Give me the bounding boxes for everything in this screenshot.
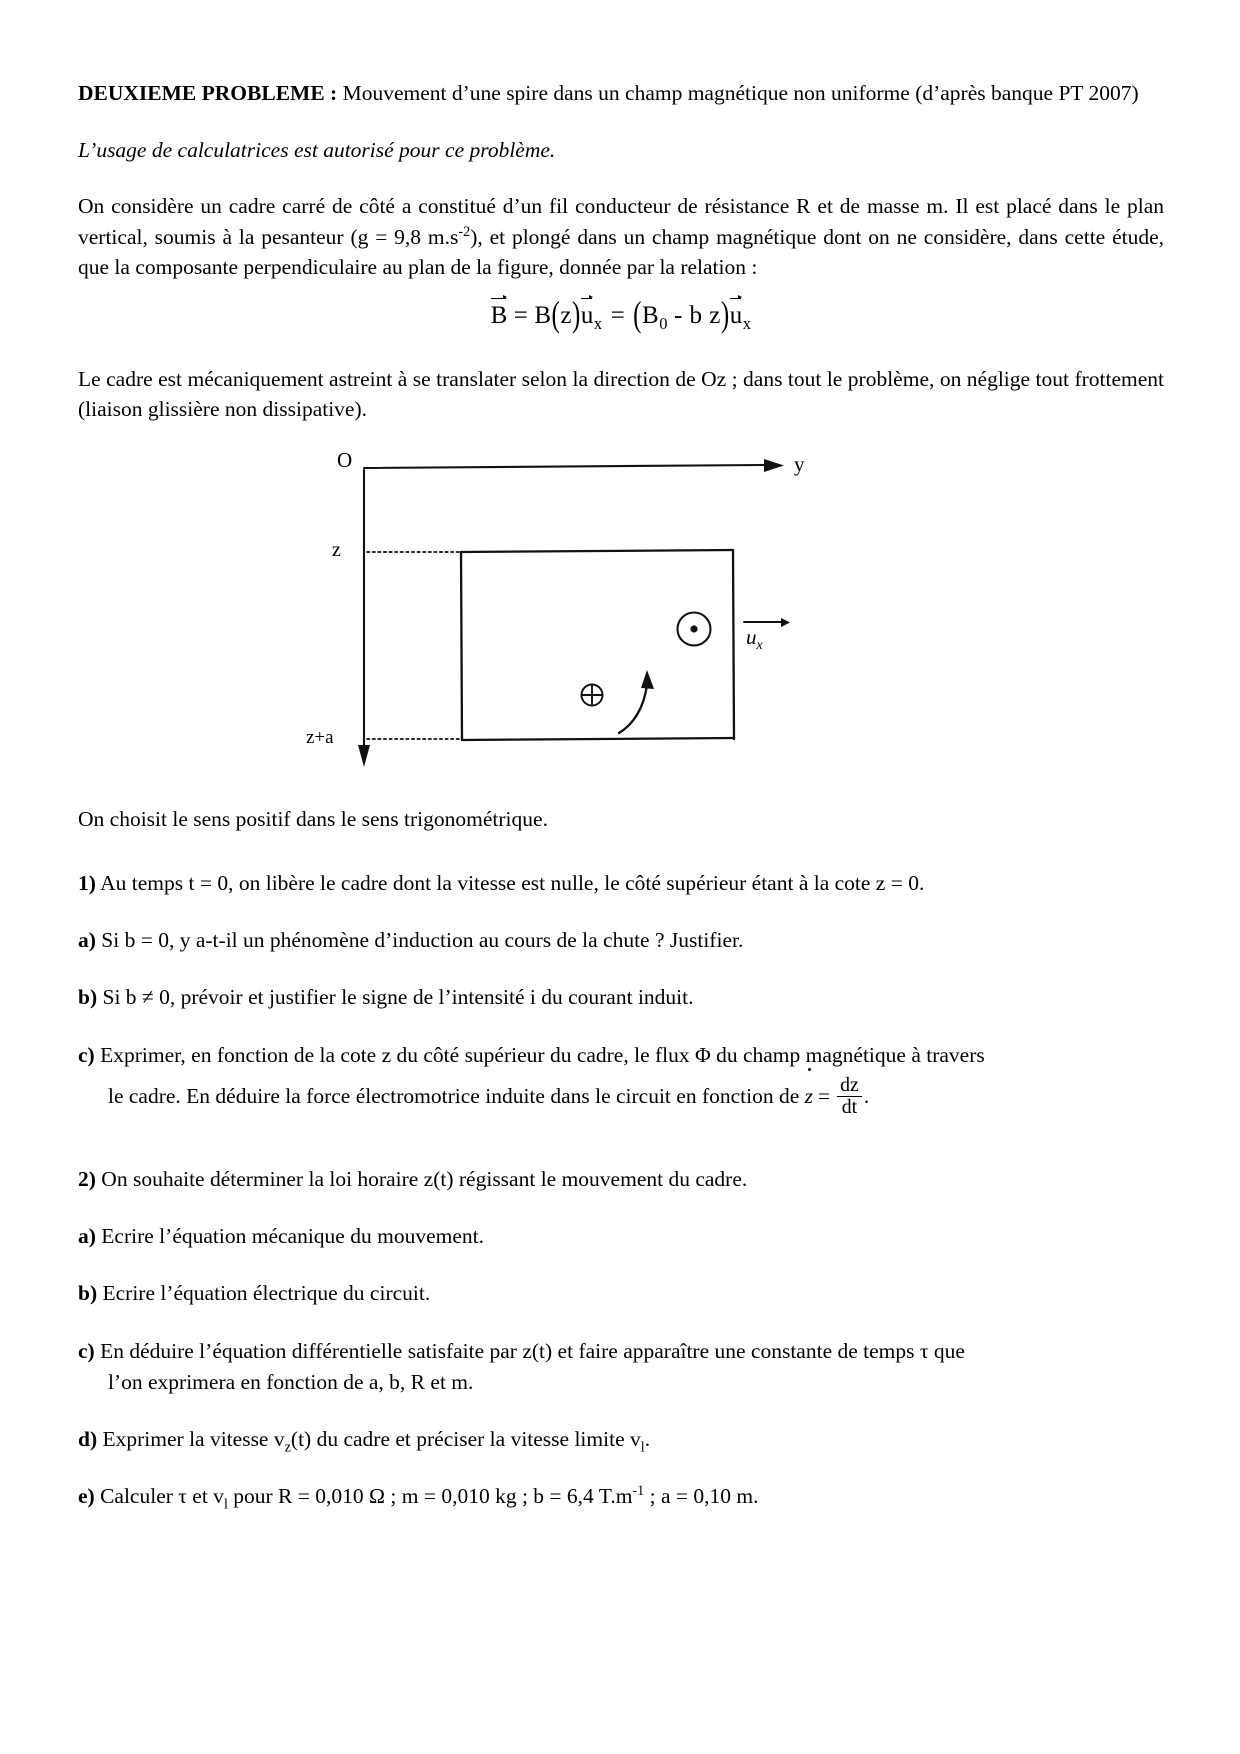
z-dot-symbol: z — [805, 1075, 813, 1118]
question-1 — [78, 868, 1164, 899]
question-1a-label: a) — [78, 928, 96, 953]
orientation-arrowhead — [641, 670, 654, 689]
figure-diagram — [78, 442, 1164, 787]
formula-expression — [490, 295, 752, 335]
question-2a-label: a) — [78, 1224, 96, 1249]
question-2d-label: d) — [78, 1426, 98, 1451]
loop-top-side — [461, 550, 733, 552]
ux-label-arrowhead — [781, 618, 790, 627]
intro-part2: ), et plongé dans un champ magnétique dont on ne considère, dans cette étude, que la composante perpendiculaire au plan de la figure, donnée par la relation : — [78, 224, 1165, 280]
axis-y-line — [364, 465, 764, 468]
question-1c-line1: Exprimer, en fonction de la cote z du côté supérieur du cadre, le flux Φ du champ magnétique à travers — [94, 1042, 985, 1067]
question-1c-continuation — [78, 1075, 1164, 1120]
loop-left-side — [461, 552, 462, 740]
question-1c-label: c) — [78, 1042, 95, 1067]
formula-paren-open-1: ( — [551, 295, 561, 335]
formula-equals-1: = — [513, 301, 529, 329]
axis-z-arrowhead — [358, 745, 370, 767]
problem-title: Mouvement d’une spire dans un champ magnétique non uniforme (d’après banque PT 2007) — [337, 81, 1139, 105]
gravity-exponent: -2 — [458, 223, 471, 240]
loop-bottom-side — [462, 738, 734, 740]
fraction-denominator: dt — [837, 1096, 862, 1119]
question-1b-text: Si b ≠ 0, prévoir et justifier le signe de l’intensité i du courant induit. — [97, 985, 694, 1010]
question-2c-line1: En déduire l’équation différentielle satisfaite par z(t) et faire apparaître une constante de temps τ que — [94, 1338, 965, 1363]
question-1a-text: Si b = 0, y a-t-il un phénomène d’induction au cours de la chute ? Justifier. — [95, 928, 744, 953]
question-2c-label: c) — [78, 1338, 95, 1363]
loop-right-side — [733, 550, 734, 739]
question-2d-after: . — [644, 1426, 651, 1451]
problem-label: DEUXIEME PROBLEME : — [78, 81, 338, 105]
document-content — [78, 78, 1164, 1512]
derivative-fraction — [837, 1075, 862, 1120]
translation-constraint-paragraph: Le cadre est mécaniquement astreint à se translater selon la direction de Oz ; dans tout le problème, on néglige tout frottement (liaison glissière non dissipative). — [78, 366, 1164, 422]
coordinate-z-label: z — [332, 538, 341, 561]
unit-vector-ux-label — [746, 625, 763, 650]
question-1-label: 1) — [78, 871, 96, 896]
formula-paren-close-1: ) — [571, 295, 581, 335]
question-1b — [78, 982, 1164, 1013]
question-2e-tail: ; a = 0,10 m. — [644, 1484, 759, 1509]
question-1b-label: b) — [78, 985, 98, 1010]
b-unit-exponent: -1 — [632, 1483, 645, 1499]
fraction-numerator: dz — [840, 1073, 859, 1096]
coordinate-z-plus-a-label: z+a — [306, 726, 334, 748]
figure-svg — [78, 442, 1164, 787]
question-2d — [78, 1424, 1164, 1455]
question-2c-continuation: l’on exprimera en fonction de a, b, R et m. — [108, 1369, 474, 1394]
ux-letter: u — [746, 624, 757, 649]
question-2d-before: Exprimer la vitesse v — [97, 1426, 285, 1451]
question-2b-text: Ecrire l’équation électrique du circuit. — [97, 1281, 431, 1306]
vector-ux-1: u — [580, 301, 594, 329]
problem-heading — [78, 78, 1164, 109]
formula-B0-sub: 0 — [659, 313, 668, 333]
question-2e — [78, 1481, 1164, 1512]
axis-y-label: y — [794, 451, 805, 476]
velocity-limit-subscript-2: l — [223, 1496, 228, 1513]
question-1a — [78, 925, 1164, 956]
ux-subscript: x — [756, 636, 763, 652]
vector-ux-2: u — [729, 301, 743, 329]
ux-center-dot — [690, 625, 697, 632]
question-2 — [78, 1164, 1164, 1195]
question-2d-middle: (t) du cadre et préciser la vitesse limite v — [290, 1426, 641, 1451]
intro-paragraph — [78, 191, 1164, 283]
formula-minus-bz: - b z — [673, 301, 721, 329]
formula-arg-z: z — [560, 301, 572, 329]
question-2c — [78, 1336, 1164, 1367]
velocity-limit-subscript-1: l — [640, 1439, 645, 1456]
question-1c-equals: = — [818, 1083, 831, 1108]
velocity-z-subscript: z — [284, 1439, 291, 1456]
vector-ux-2-sub: x — [742, 313, 752, 333]
intro-part1: On considère un cadre carré de côté a constitué d’un fil conducteur de résistance R et de masse m. Il est placé dans le plan vertical, soumis à la pesanteur (g = 9,8 m.s — [78, 194, 1164, 249]
formula-magnetic-field — [78, 295, 1164, 335]
question-2e-after: pour R = 0,010 Ω ; m = 0,010 kg ; b = 6,4 T.m — [227, 1484, 633, 1509]
question-2-text: On souhaite déterminer la loi horaire z(t) régissant le mouvement du cadre. — [95, 1167, 748, 1192]
vector-ux-1-sub: x — [593, 313, 603, 333]
formula-Bz-fn: B — [534, 301, 552, 329]
question-2a — [78, 1221, 1164, 1252]
question-1c — [78, 1040, 1164, 1071]
formula-B0: B — [642, 301, 660, 329]
axis-y-arrowhead — [764, 459, 784, 472]
formula-paren-open-2: ( — [633, 295, 642, 335]
calculator-note: L’usage de calculatrices est autorisé pour ce problème. — [78, 137, 556, 162]
vector-B: B — [490, 301, 508, 329]
question-2e-before: Calculer τ et v — [94, 1484, 224, 1509]
orientation-curved-arrow-path — [619, 685, 647, 733]
formula-paren-close-2: ) — [720, 295, 730, 335]
question-2e-label: e) — [78, 1484, 95, 1509]
question-2-label: 2) — [78, 1167, 96, 1192]
origin-label: O — [337, 447, 353, 472]
formula-equals-2: = — [610, 301, 626, 329]
question-2b-label: b) — [78, 1281, 98, 1306]
question-1c-line2-before: le cadre. En déduire la force électromotrice induite dans le circuit en fonction de — [108, 1083, 805, 1108]
question-1c-line2-after: . — [863, 1083, 870, 1108]
question-2b — [78, 1278, 1164, 1309]
question-1-text: Au temps t = 0, on libère le cadre dont la vitesse est nulle, le côté supérieur étant à la cote z = 0. — [95, 871, 925, 896]
question-2a-text: Ecrire l’équation mécanique du mouvement. — [95, 1224, 484, 1249]
positive-sense-note: On choisit le sens positif dans le sens trigonométrique. — [78, 806, 548, 831]
